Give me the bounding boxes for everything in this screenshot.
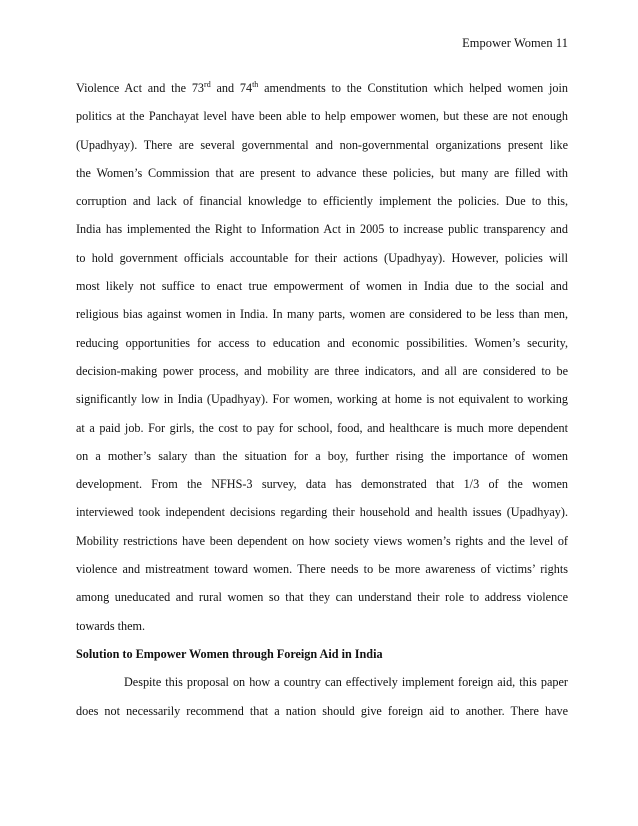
superscript: th <box>252 80 259 89</box>
text-line: on a mother’s salary than the situation for a boy, further rising the importance of women <box>76 448 568 463</box>
text-line: India has implemented the Right to Information Act in 2005 to increase public transparency and <box>76 222 568 237</box>
body-text <box>76 74 568 725</box>
text-line: decision-making power process, and mobility are three indicators, and all are considered to be <box>76 363 568 378</box>
superscript: rd <box>204 80 211 89</box>
text-line: towards them. <box>76 618 146 633</box>
text-line: among uneducated and rural women so that they can understand their role to address violence <box>76 590 568 605</box>
text-fragment: amendments to the Constitution which helped women join <box>258 81 568 95</box>
section-heading: Solution to Empower Women through Foreign Aid in India <box>76 646 383 661</box>
text-line: reducing opportunities for access to education and economic possibilities. Women’s security, <box>76 335 568 350</box>
text-line: religious bias against women in India. In many parts, women are considered to be less than men, <box>76 307 568 322</box>
text-line: the Women’s Commission that are present to advance these policies, but many are filled with <box>76 165 568 180</box>
text-line: interviewed took independent decisions regarding their household and health issues (Upadhyay). <box>76 505 568 520</box>
text-line: corruption and lack of financial knowledge to efficiently implement the policies. Due to this, <box>76 194 568 209</box>
text-line: violence and mistreatment toward women. There needs to be more awareness of victims’ rights <box>76 562 568 577</box>
text-line: significantly low in India (Upadhyay). For women, working at home is not equivalent to working <box>76 392 568 407</box>
running-head: Empower Women 11 <box>462 36 568 50</box>
text-line: (Upadhyay). There are several governmental and non-governmental organizations present like <box>76 137 568 152</box>
text-line: Despite this proposal on how a country can effectively implement foreign aid, this paper <box>124 675 568 690</box>
text-fragment: and 74 <box>210 81 253 95</box>
text-line: to hold government officials accountable for their actions (Upadhyay). However, policies will <box>76 250 568 265</box>
text-fragment: Violence Act and the 73 <box>76 81 205 95</box>
text-line: does not necessarily recommend that a nation should give foreign aid to another. There have <box>76 703 568 718</box>
text-line: politics at the Panchayat level have been able to help empower women, but these are not enough <box>76 109 568 124</box>
text-line <box>76 74 568 102</box>
text-line: at a paid job. For girls, the cost to pay for school, food, and healthcare is much more dependent <box>76 420 568 435</box>
text-line: most likely not suffice to enact true empowerment of women in India due to the social and <box>76 279 568 294</box>
text-line: development. From the NFHS-3 survey, data has demonstrated that 1/3 of the women <box>76 477 568 492</box>
text-line: Mobility restrictions have been dependent on how society views women’s rights and the level of <box>76 533 568 548</box>
